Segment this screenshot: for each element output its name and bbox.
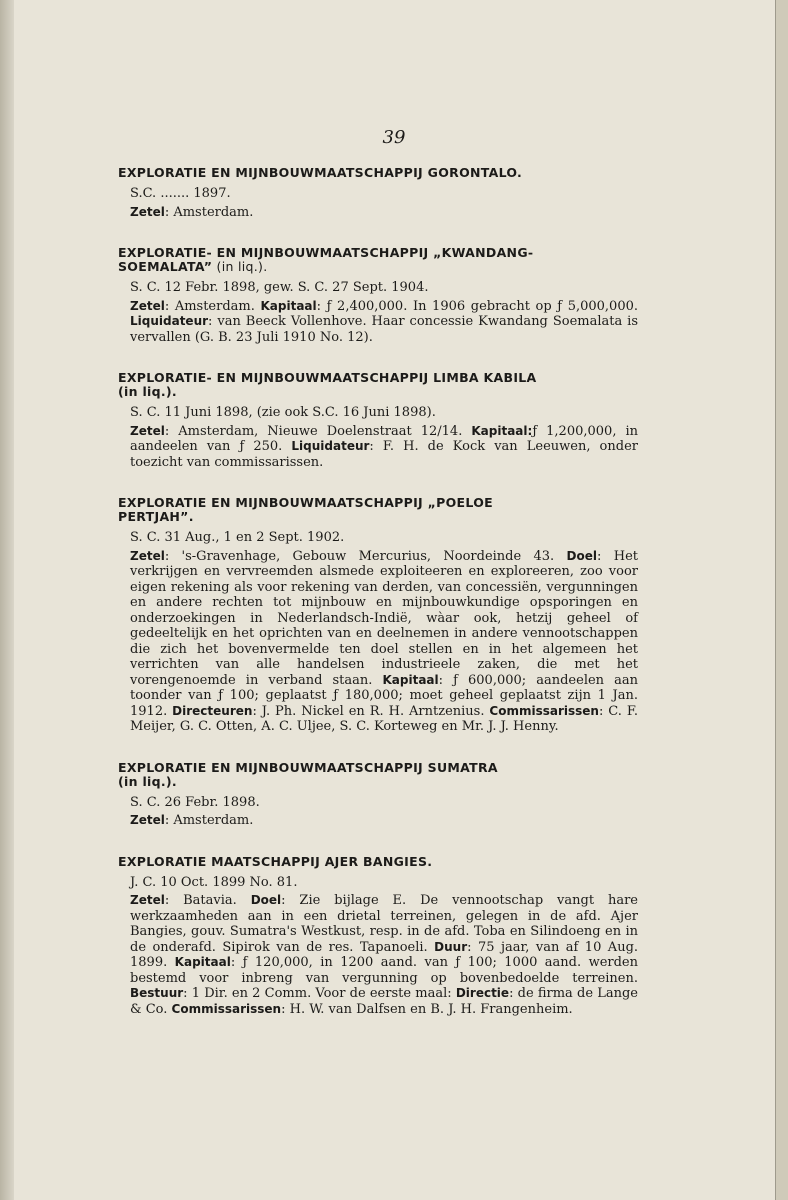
zetel-label: Zetel: [130, 204, 165, 219]
doel-value: : Het verkrijgen en vervreemden alsmede exploiteeren en exploreeren, zoo voor eigen rekening als voor rekening van derden, van concessiën, vergunningen en andere rechten tot mijnbouw en mijnbouwkundige opsporingen en onderzoekingen in Nederlandsch-Indië, wàar ook, hetzij geheel of gedeeltelijk en het oprichten van en deelnemen in andere vennootschappen die zich het bovenvermelde ten doel stellen en in het algemeen het verrichten van alle handelsen industrieele zaken, die met het vorengenoemde in verband staan.: [130, 548, 638, 688]
zetel-label: Zetel: [130, 423, 165, 438]
entry-sumatra: [118, 761, 638, 829]
entry-title-line1: EXPLORATIE- EN MIJNBOUWMAATSCHAPPIJ LIMBA KABILA: [118, 370, 537, 385]
zetel-value: : Amsterdam.: [164, 204, 254, 220]
entry-sc: S. C. 12 Febr. 1898, gew. S. C. 27 Sept. 1904.: [130, 280, 429, 295]
zetel-value: : Batavia.: [164, 893, 237, 908]
kapitaal-label: Kapitaal: [382, 672, 439, 687]
directeuren-value: : J. Ph. Nickel en R. H. Arntzenius.: [252, 703, 485, 719]
entry-sc: S. C. 11 Juni 1898, (zie ook S.C. 16 Juni 1898).: [130, 405, 436, 420]
zetel-value: : Amsterdam.: [164, 298, 255, 314]
commissarissen-label: Commissarissen: [171, 1001, 282, 1016]
entry-zetel: [118, 813, 638, 829]
entry-title-suffix: (in liq.).: [212, 259, 268, 274]
kapitaal-value: : ƒ 120,000, in 1200 aand. van ƒ 100; 1000 aand. werden bestemd voor inbreng van vergunning op bovenbedoelde terreinen.: [130, 955, 638, 986]
liquidateur-value: : F. H. de Kock van Leeuwen, onder toezicht van commissarissen.: [130, 439, 638, 470]
commissarissen-value: : H. W. van Dalfsen en B. J. H. Frangenheim.: [281, 1001, 573, 1017]
entry-title-line2: SOEMALATA”: [118, 259, 213, 274]
entry-title: [118, 496, 638, 524]
entry-sc: S. C. 31 Aug., 1 en 2 Sept. 1902.: [130, 530, 345, 545]
directeuren-label: Directeuren: [172, 703, 253, 718]
zetel-value: : Amsterdam, Nieuwe Doelenstraat 12/14.: [164, 423, 463, 439]
commissarissen-label: Commissarissen: [489, 703, 599, 718]
entry-sc: S.C. ....... 1897.: [130, 186, 231, 201]
entry-title-line2: PERTJAH”.: [118, 509, 194, 524]
entry-title-line1: EXPLORATIE EN MIJNBOUWMAATSCHAPPIJ „POELOE: [118, 495, 493, 510]
kapitaal-label: Kapitaal: [260, 298, 317, 313]
directie-label: Directie: [455, 986, 510, 1000]
entry-body: [118, 299, 638, 346]
doel-label: Doel: [566, 548, 598, 563]
entry-title-line1: EXPLORATIE EN MIJNBOUWMAATSCHAPPIJ SUMATRA: [118, 759, 498, 775]
page-number: 39: [382, 127, 406, 148]
bestuur-value: : 1 Dir. en 2 Comm. Voor de eerste maal:: [183, 986, 452, 1001]
page-edge: [775, 0, 788, 1200]
entry-kwandang: [118, 246, 638, 345]
liquidateur-value: : van Beeck Vollenhove. Haar concessie Kwandang Soemalata is vervallen (G. B. 23 Juli 1910 No. 12).: [130, 314, 638, 345]
entry-title-line2: (in liq.).: [118, 384, 177, 399]
commissarissen-value: : C. F. Meijer, G. C. Otten, A. C. Uljee, S. C. Korteweg en Mr. J. J. Henny.: [130, 703, 638, 734]
zetel-value: : 's-Gravenhage, Gebouw Mercurius, Noordeinde 43.: [164, 548, 555, 564]
zetel-label: Zetel: [130, 298, 165, 313]
entry-gorontalo: [118, 166, 638, 220]
zetel-label: Zetel: [130, 548, 165, 563]
zetel-label: Zetel: [130, 813, 165, 827]
kapitaal-label: Kapitaal: [174, 955, 231, 969]
kapitaal-value: : ƒ 600,000; aandeelen aan toonder van ƒ 100; geplaatst ƒ 180,000; moet geheel geplaatst zijn 1 Jan. 1912.: [130, 672, 638, 719]
book-spine: [0, 0, 14, 1200]
entry-ajer-bangies: [118, 855, 638, 1018]
doel-label: Doel: [250, 893, 282, 907]
entry-title: [118, 371, 638, 399]
kapitaal-value: ƒ 1,200,000, in aandeelen van ƒ 250.: [130, 423, 638, 454]
liquidateur-label: Liquidateur: [291, 439, 370, 453]
kapitaal-value: : ƒ 2,400,000. In 1906 gebracht op ƒ 5,000,000.: [316, 298, 638, 314]
directie-value: : de firma de Lange & Co.: [130, 986, 638, 1017]
entry-zetel: [118, 205, 638, 221]
entry-sc: S. C. 26 Febr. 1898.: [130, 794, 260, 810]
entry-body: [118, 549, 638, 735]
entry-title-line2: (in liq.).: [118, 773, 177, 789]
doel-value: : Zie bijlage E. De vennootschap vangt hare werkzaamheden aan in een drietal terreinen, gelegen in de afd. Ajer Bangies, gouv. Sumatra's Westkust, resp. in de afd. Toba en Silindoeng en in de onderafd. Sipirok van de res. Tapanoeli.: [130, 893, 638, 955]
liquidateur-label: Liquidateur: [130, 314, 209, 328]
entry-title-line1: EXPLORATIE- EN MIJNBOUWMAATSCHAPPIJ „KWANDANG-: [118, 245, 534, 260]
duur-value: : 75 jaar, van af 10 Aug. 1899.: [130, 939, 639, 970]
entry-title: EXPLORATIE MAATSCHAPPIJ AJER BANGIES.: [118, 853, 433, 869]
entry-title: [118, 761, 638, 789]
entry-body: [118, 893, 638, 1017]
entry-limba-kabila: [118, 371, 638, 470]
bestuur-label: Bestuur: [130, 986, 184, 1000]
zetel-label: Zetel: [130, 893, 165, 907]
duur-label: Duur: [434, 939, 468, 954]
kapitaal-label: Kapitaal:: [471, 423, 533, 438]
entry-poeloe-pertjah: [118, 496, 638, 735]
content: [118, 166, 638, 1043]
zetel-value: : Amsterdam.: [164, 813, 254, 828]
entry-body: [118, 424, 638, 471]
entry-title: EXPLORATIE EN MIJNBOUWMAATSCHAPPIJ GORONTALO.: [118, 165, 523, 180]
entry-sc: J. C. 10 Oct. 1899 No. 81.: [130, 874, 298, 890]
entry-title: [118, 246, 638, 274]
